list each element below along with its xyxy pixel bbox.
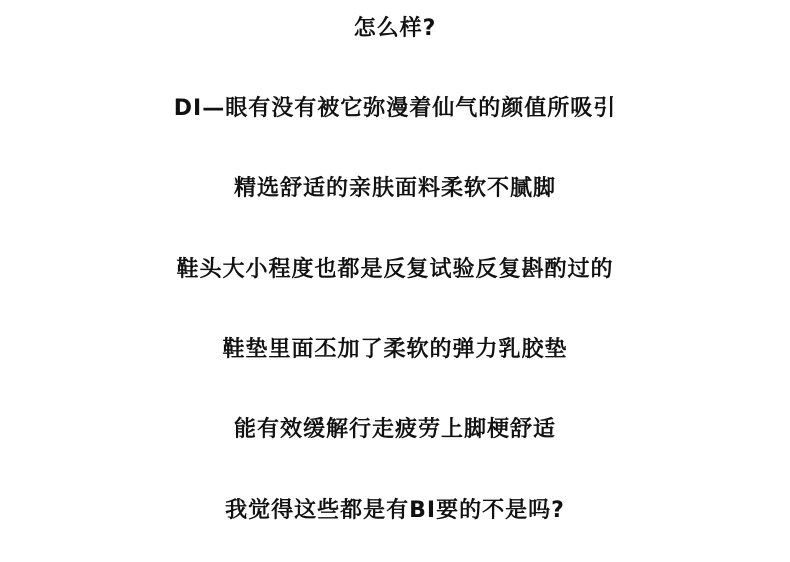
text-line-5: 鞋垫里面丕加了柔软的弹力乳胶垫 <box>222 337 568 362</box>
text-line-6: 能有效缓解行走疲劳上脚梗舒适 <box>233 417 556 442</box>
text-line-2: DI—眼有没有被它弥漫着仙气的颜值所吸引 <box>173 96 617 121</box>
text-line-1: 怎么样? <box>353 16 437 41</box>
text-line-3: 精选舒适的亲肤面料柔软不腻脚 <box>233 176 556 201</box>
text-line-7: 我觉得这些都是有BI要的不是吗? <box>225 498 565 523</box>
text-line-4: 鞋头大小程度也都是反复试验反复斟酌过的 <box>176 257 614 282</box>
